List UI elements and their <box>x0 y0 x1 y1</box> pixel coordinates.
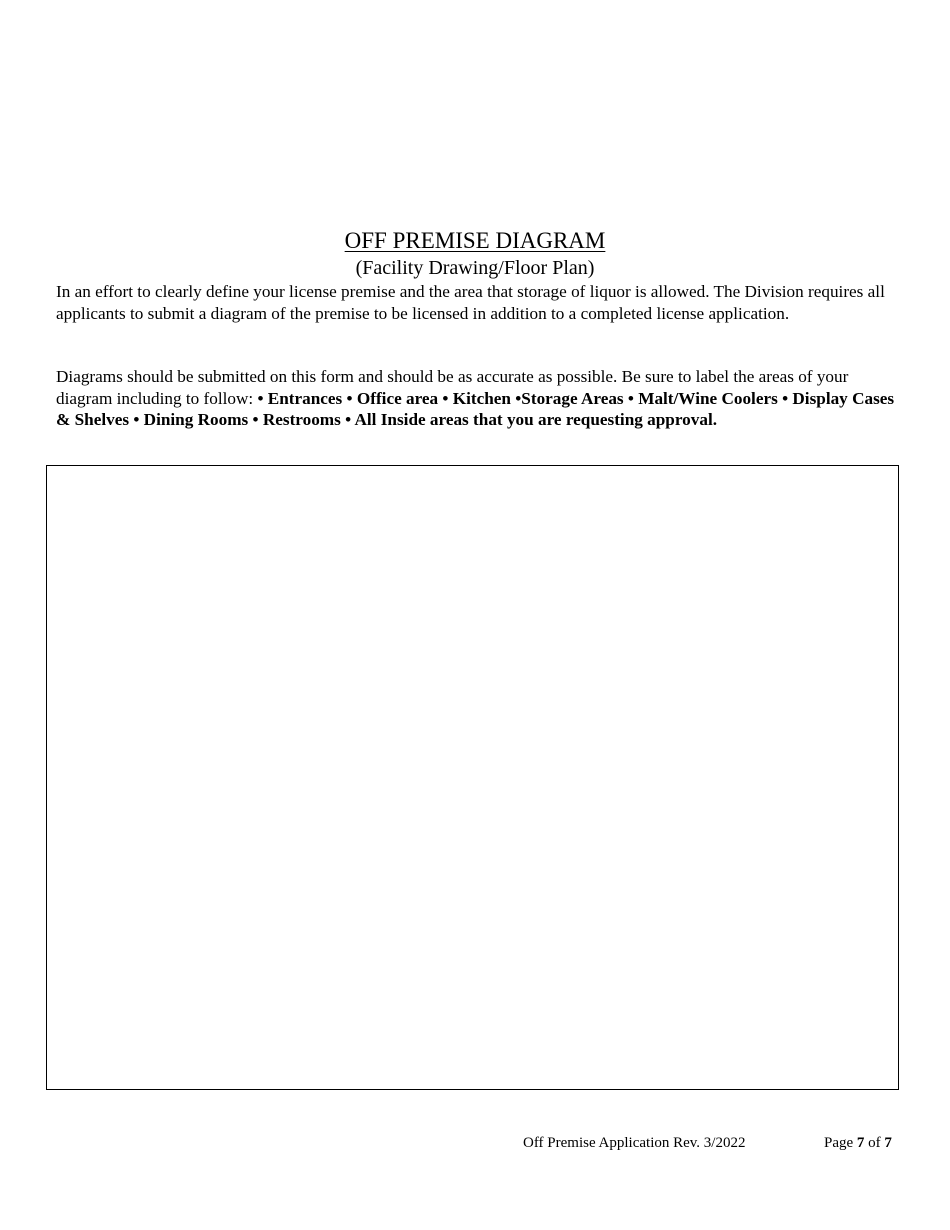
of-label: of <box>868 1135 881 1151</box>
intro-paragraph: In an effort to clearly define your license premise and the area that storage of liquor is allowed. The Division requires all applicants to submit a diagram of the premise to be licensed in addition to a completed license application. <box>56 282 885 323</box>
form-revision: Off Premise Application Rev. 3/2022 <box>523 1135 746 1151</box>
diagram-drawing-area[interactable] <box>46 465 899 1090</box>
page-label: Page <box>824 1135 854 1151</box>
page-total: 7 <box>884 1135 892 1151</box>
page-indicator <box>824 1134 892 1152</box>
page-subtitle: (Facility Drawing/Floor Plan) <box>355 257 595 279</box>
required-areas-list: • Entrances • Office area • Kitchen •Storage Areas • Malt/Wine Coolers • Display Cases & Shelves • Dining Rooms • Restrooms • All Inside areas that you are requesting approval. <box>56 388 895 429</box>
page-number: 7 <box>856 1135 865 1151</box>
instructions-text: Diagrams should be submitted on this form and should be as accurate as possible. Be sure to label the areas of your diagram including to follow: <box>56 367 849 408</box>
page-title: OFF PREMISE DIAGRAM <box>344 228 606 253</box>
instructions-paragraph <box>56 366 896 431</box>
